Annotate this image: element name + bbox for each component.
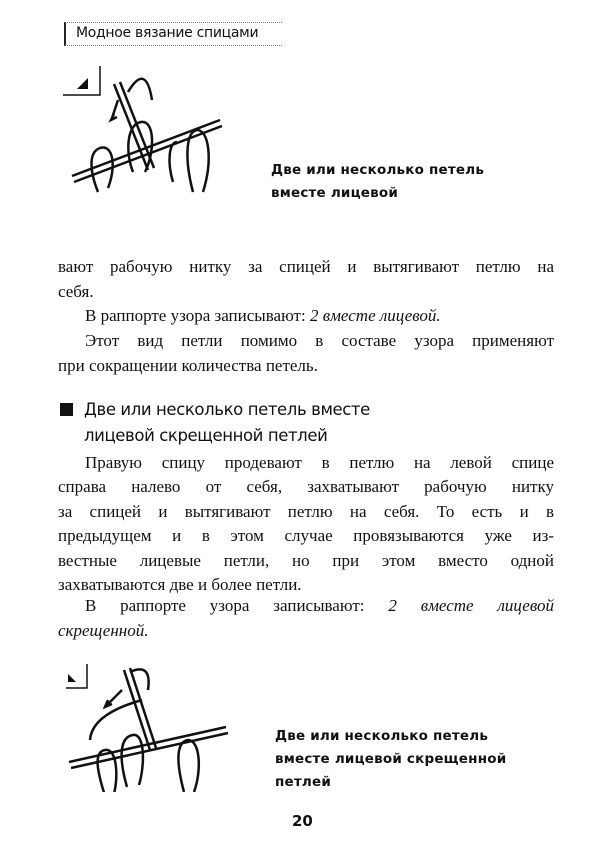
- body-line: при сокращении количества петель.: [58, 356, 318, 375]
- arrow-corner-icon: [63, 66, 100, 95]
- caption-line: петлей: [275, 774, 332, 790]
- rapport-value: 2 вместе лицевой.: [309, 306, 441, 325]
- page-number: 20: [292, 812, 313, 830]
- body-line: Этот вид петли помимо в составе узора применяют: [85, 331, 554, 350]
- figure1-caption: [271, 159, 484, 205]
- caption-line: Две или несколько петель: [275, 728, 489, 744]
- rapport-value: 2 вместе лицевой: [388, 596, 554, 615]
- body-line: Правую спицу продевают в петлю на левой спице: [85, 453, 554, 472]
- heading-bullet-icon: [60, 403, 73, 416]
- running-header-text: Модное вязание спицами: [76, 25, 259, 41]
- heading-line: лицевой скрещенной петлей: [84, 426, 328, 445]
- body-line: вают рабочую нитку за спицей и вытягивают петлю на: [58, 257, 554, 276]
- body-line: вестные лицевые петли, но при этом вместо одной: [58, 551, 554, 570]
- body-line: справа налево от себя, захватывают рабочую нитку: [58, 477, 554, 496]
- figure2-caption: [275, 725, 506, 794]
- body-line: предыдущем и в этом случае провязываются уже из-: [58, 526, 554, 545]
- rapport-line: [85, 596, 554, 616]
- caption-line: вместе лицевой: [271, 185, 399, 201]
- figure-knit-two-together-twisted: [62, 662, 237, 792]
- figure-knit-two-together: [58, 62, 228, 212]
- arrow-corner-icon: [66, 664, 87, 688]
- body-line: захватываются две и более петли.: [58, 575, 302, 594]
- rapport-line: [58, 621, 554, 641]
- running-header: [64, 22, 282, 46]
- caption-line: вместе лицевой скрещенной: [275, 751, 507, 767]
- caption-line: Две или несколько петель: [271, 162, 485, 178]
- body-line: себя.: [58, 282, 94, 301]
- knitting-needles-illustration: [69, 668, 228, 792]
- rapport-line: [85, 306, 554, 326]
- body-line: за спицей и вытягивают петлю на себя. То есть и в: [58, 502, 554, 521]
- heading-line: Две или несколько петель вместе: [84, 400, 370, 419]
- section-heading: [84, 397, 370, 449]
- rapport-prefix: В раппорте узора записывают:: [85, 306, 310, 325]
- rapport-prefix: В раппорте узора записывают:: [85, 596, 389, 615]
- rapport-value: скрещенной.: [58, 621, 149, 640]
